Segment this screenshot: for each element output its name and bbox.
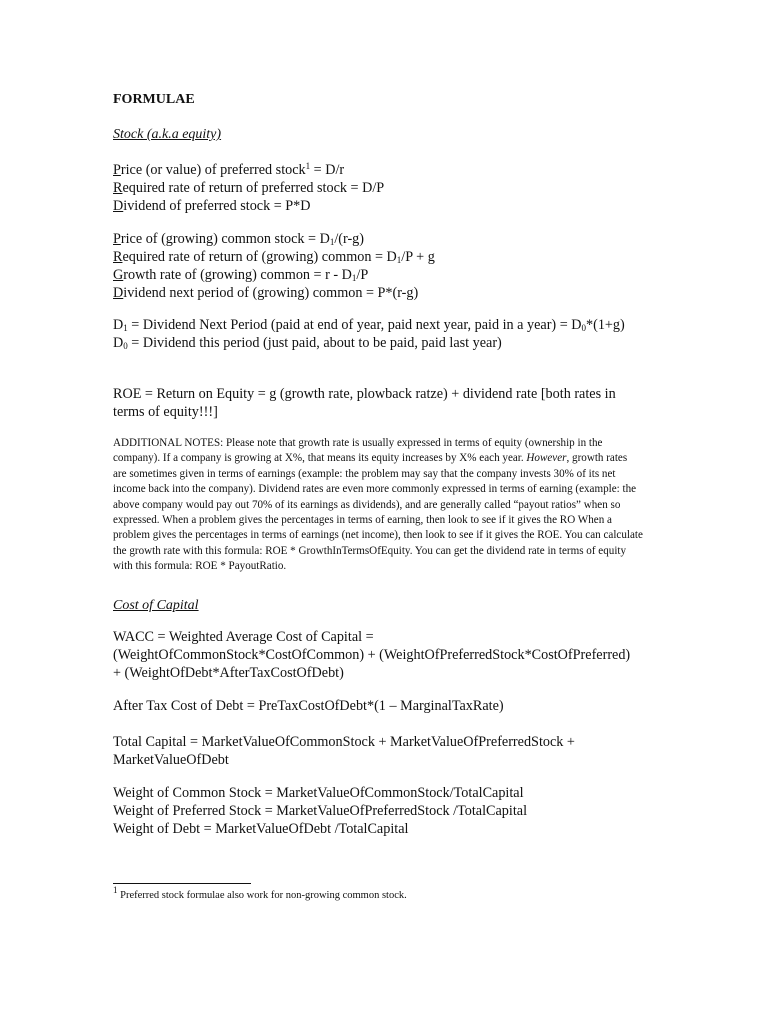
formula-common-price: Price of (growing) common stock = $D_1/(r-g)$ xyxy=(113,231,364,247)
formula-total-capital xyxy=(113,733,575,769)
formula-common-growth-rate: Growth rate of (growing) common = r - $D_1/P$ xyxy=(113,267,369,283)
footnote-number: 1 xyxy=(113,885,118,895)
formula-preferred-dividend: Dividend of preferred stock = P*D xyxy=(113,198,311,214)
wacc-line-1: WACC = Weighted Average Cost of Capital = xyxy=(113,629,374,645)
additional-notes: ADDITIONAL NOTES: Please note that growth rate is usually expressed in terms of equity (ownership in the company). If a company is growing at X%, that means its equity increases by X% each year. However, growth rates are sometimes given in terms of earnings (example: the problem may say that the company invests 30% of its net income back into the company). Dividend rates are even more commonly expressed in terms of earning (example: the above company would pay out 70% of its earnings as dividends), and are generally called “payout ratios” when so expressed. When a problem gives the percentages in terms of earning, then look to see if it gives the RO When a problem gives the percentages in terms of earnings (net income), then look to see if it gives the ROE. You can calculate the growth rate with this formula: ROE * GrowthInTermsOfEquity. You can get the dividend rate in terms of equity with this formula: ROE * PayoutRatio. xyxy=(113,437,643,573)
footnote-marker: 1 xyxy=(305,161,311,171)
page-title: FORMULAE xyxy=(113,92,195,107)
footnote xyxy=(113,885,407,903)
footnote-divider xyxy=(113,883,251,884)
formula-weights xyxy=(113,784,527,838)
section-heading-cost-of-capital: Cost of Capital xyxy=(113,598,199,613)
roe-line-1: ROE = Return on Equity = g (growth rate, plowback ratze) + dividend rate [both rates in xyxy=(113,386,616,402)
formula-common-required-return: Required rate of return of (growing) common = $D_1/P + g$ xyxy=(113,249,435,265)
total-capital-line-1: Total Capital = MarketValueOfCommonStock + MarketValueOfPreferredStock + xyxy=(113,734,575,750)
formula-preferred-required-return: Required rate of return of preferred stock = D/P xyxy=(113,180,385,196)
formula-after-tax-cost-of-debt: After Tax Cost of Debt = PreTaxCostOfDebt*(1 – MarginalTaxRate) xyxy=(113,698,504,714)
formula-preferred-price: Price (or value) of preferred stock$^1$ = D/r xyxy=(113,161,345,178)
weight-debt: Weight of Debt = MarketValueOfDebt /TotalCapital xyxy=(113,821,409,837)
common-stock-formulas xyxy=(113,230,435,302)
roe-definition xyxy=(113,385,616,421)
total-capital-line-2: MarketValueOfDebt xyxy=(113,752,229,768)
definition-d1: $D_1$ = Dividend Next Period (paid at end of year, paid next year, paid in a year) = $D_0*(1+g)$ xyxy=(113,317,625,333)
footnote-text: Preferred stock formulae also work for non-growing common stock. xyxy=(117,890,407,901)
roe-line-2: terms of equity!!!] xyxy=(113,404,218,420)
formula-wacc xyxy=(113,628,630,682)
section-heading-stock: Stock (a.k.a equity) xyxy=(113,127,222,142)
weight-preferred-stock: Weight of Preferred Stock = MarketValueOfPreferredStock /TotalCapital xyxy=(113,803,528,819)
formula-common-dividend: Dividend next period of (growing) common = P*(r-g) xyxy=(113,285,419,301)
preferred-stock-formulas xyxy=(113,161,384,215)
weight-common-stock: Weight of Common Stock = MarketValueOfCommonStock/TotalCapital xyxy=(113,785,524,801)
wacc-line-3: + (WeightOfDebt*AfterTaxCostOfDebt) xyxy=(113,665,344,681)
definition-d0: $D_0$ = Dividend this period (just paid, about to be paid, paid last year) xyxy=(113,335,502,351)
wacc-line-2: (WeightOfCommonStock*CostOfCommon) + (WeightOfPreferredStock*CostOfPreferred) xyxy=(113,647,631,663)
dividend-definitions xyxy=(113,316,625,352)
